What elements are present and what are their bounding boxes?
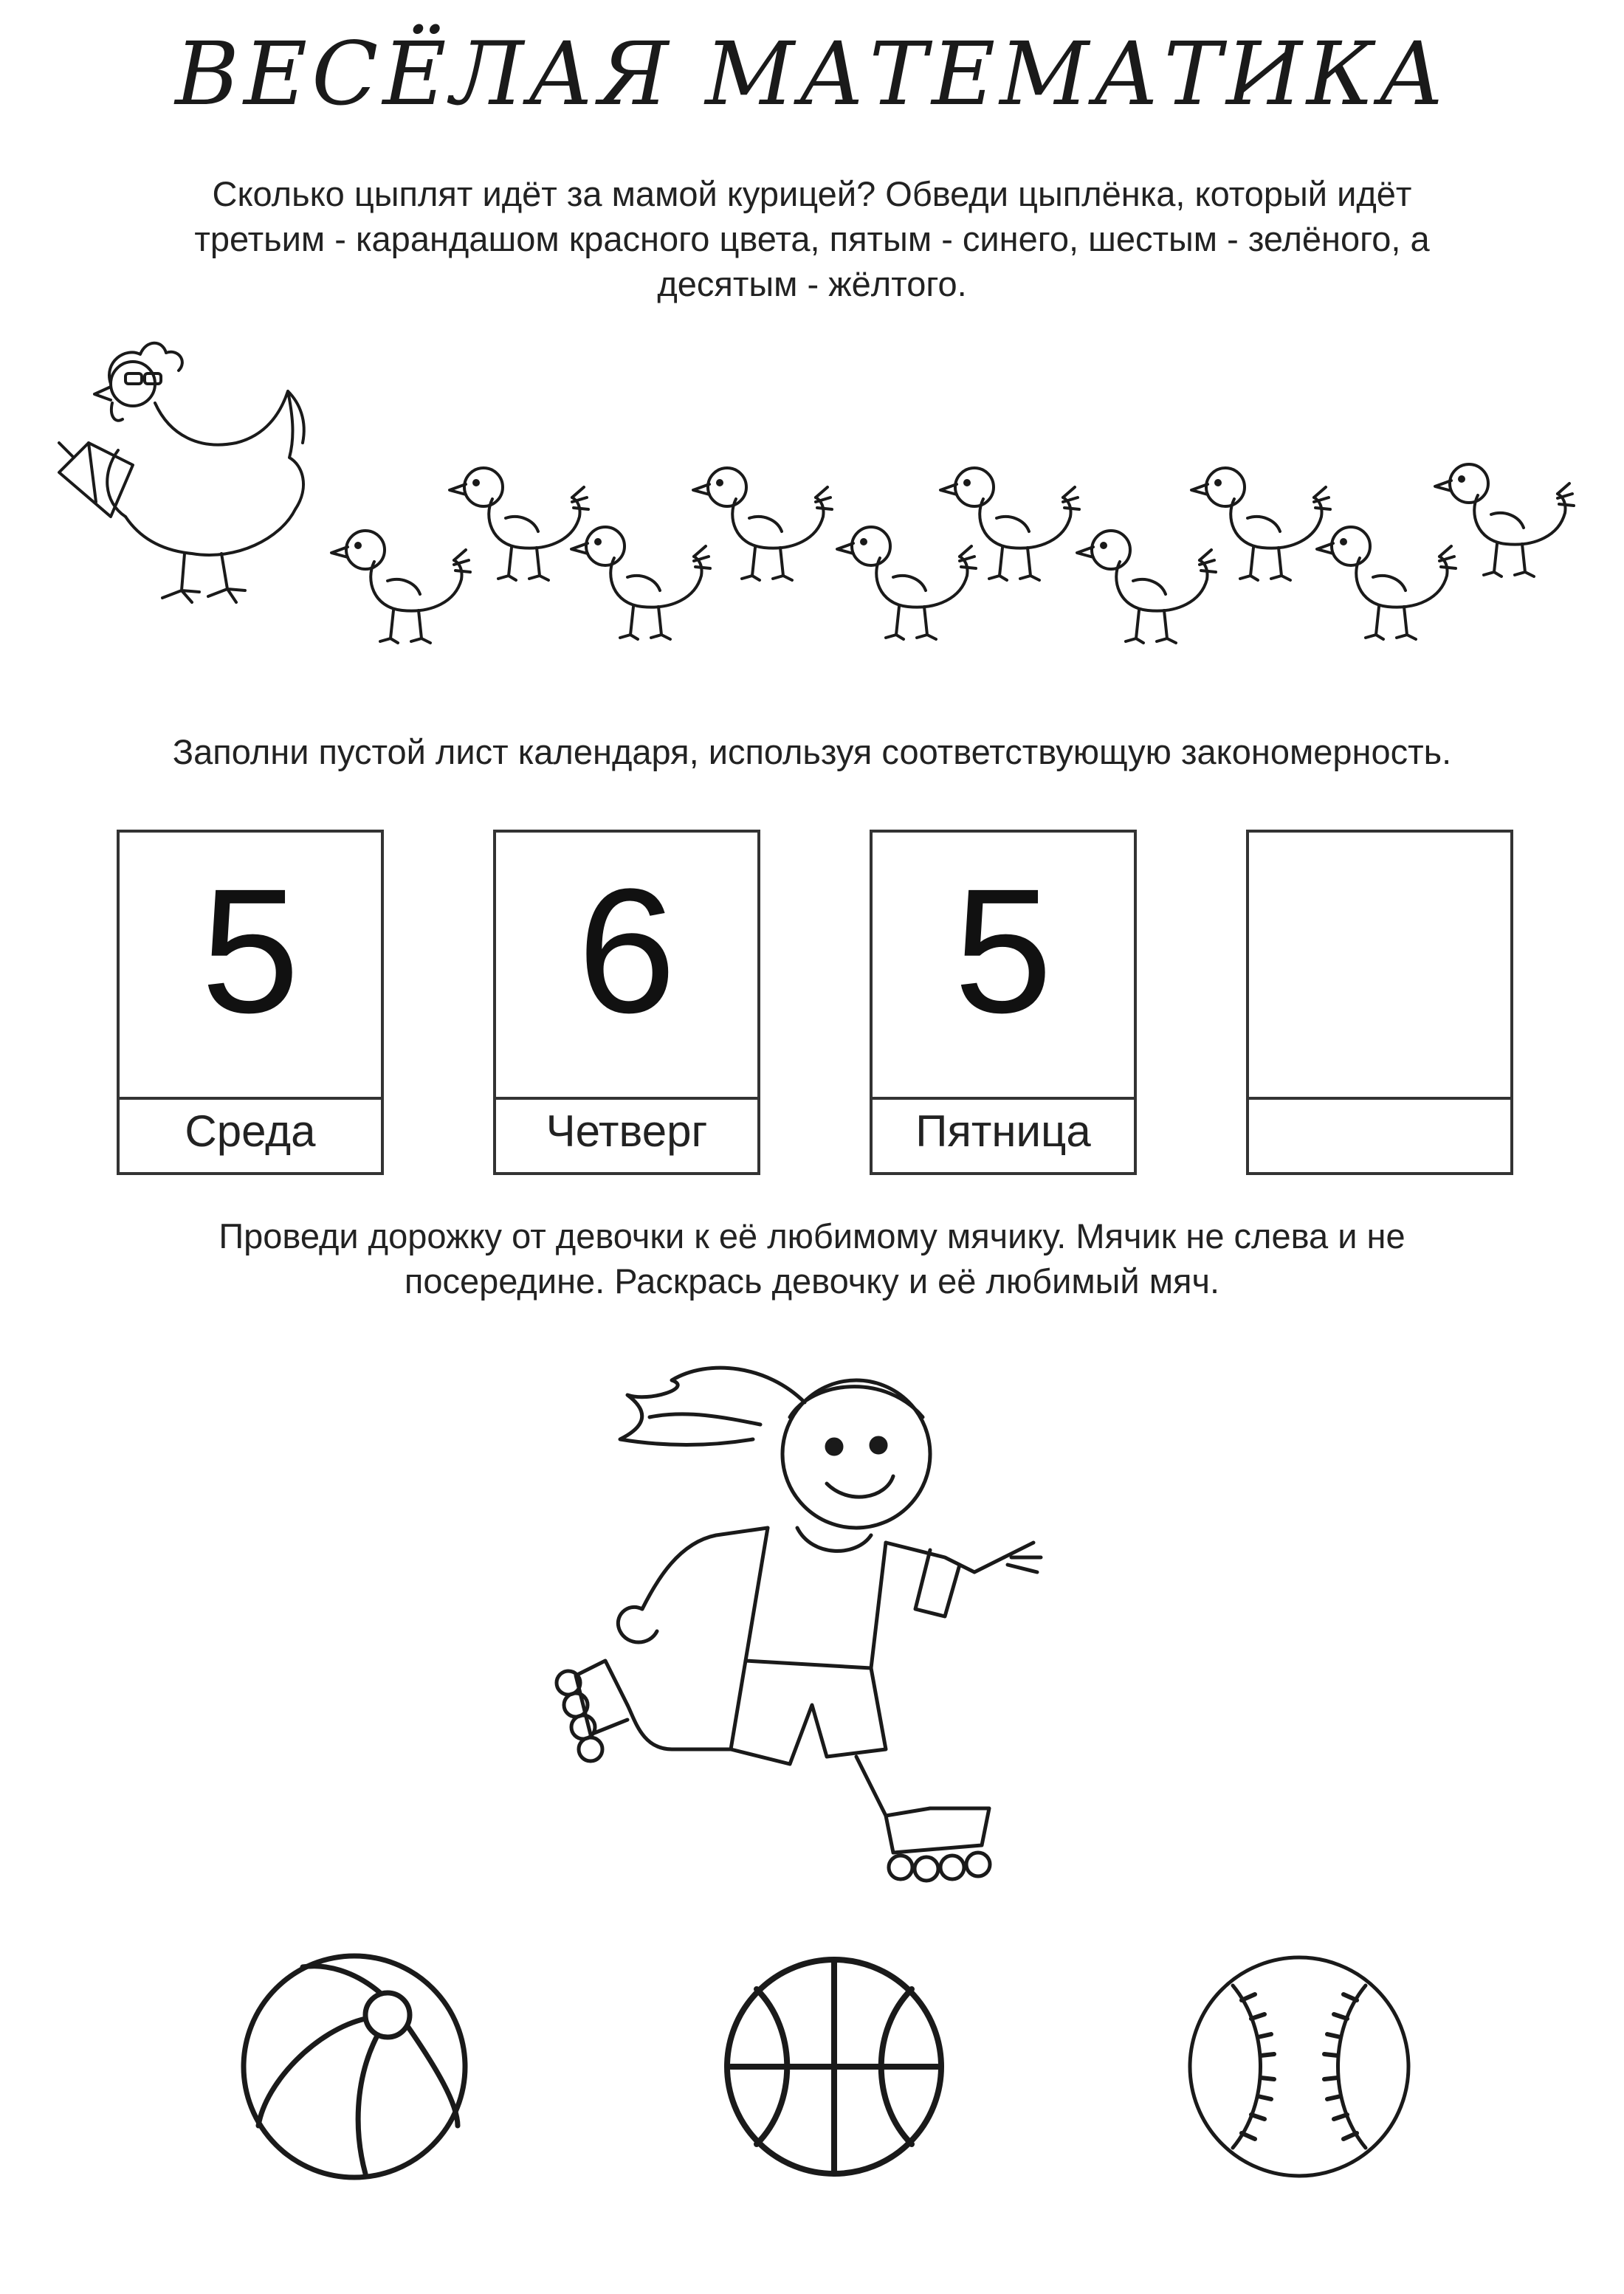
calendar-divider: [496, 1097, 757, 1100]
task3-line: посередине. Раскрась девочку и её любимый мяч.: [404, 1261, 1220, 1301]
chick-icon: [1191, 468, 1330, 580]
beach-ball-icon[interactable]: [236, 1949, 472, 2185]
basketball-icon[interactable]: [716, 1949, 952, 2185]
calendar-number: 5: [201, 852, 300, 1050]
task1-line: Сколько цыплят идёт за мамой курицей? Обведи цыплёнка, который идёт: [212, 174, 1412, 213]
calendar-divider: [120, 1097, 381, 1100]
task1-line: десятым - жёлтого.: [657, 264, 967, 304]
chick-icon: [571, 527, 710, 639]
calendar-day: Пятница: [915, 1106, 1091, 1156]
calendar-number: 5: [954, 852, 1053, 1050]
calendar-card: [870, 830, 1137, 1175]
chick-icon: [1317, 527, 1456, 639]
chick-icon: [450, 468, 588, 580]
calendar-day: Среда: [185, 1106, 316, 1156]
task1-instructions: [96, 171, 1528, 306]
calendar-card: [493, 830, 760, 1175]
calendar-card: [117, 830, 384, 1175]
calendar-day: Четверг: [546, 1106, 708, 1156]
chick-icon: [1435, 464, 1574, 576]
chick-icon: [940, 468, 1079, 580]
calendar-divider: [873, 1097, 1134, 1100]
hen-and-chicks-illustration: [0, 317, 1624, 664]
chick-icon: [331, 531, 470, 643]
calendar-divider: [1249, 1097, 1510, 1100]
calendar-card-empty[interactable]: [1246, 830, 1513, 1175]
chick-icon: [1077, 531, 1216, 643]
task1-line: третьим - карандашом красного цвета, пятым - синего, шестым - зелёного, а: [194, 219, 1430, 259]
page-title: ВЕСЁЛАЯ МАТЕМАТИКА: [175, 23, 1449, 125]
calendar-number: 6: [577, 852, 676, 1050]
chick-icon: [837, 527, 976, 639]
task2-instructions: Заполни пустой лист календаря, используя соответствующую закономерность.: [172, 732, 1452, 771]
baseball-icon[interactable]: [1181, 1949, 1417, 2185]
chick-icon: [693, 468, 832, 580]
hen-icon: [59, 343, 304, 602]
task3-instructions: [96, 1213, 1528, 1303]
task3-line: Проведи дорожку от девочки к её любимому мячику. Мячик не слева и не: [219, 1216, 1405, 1256]
girl-on-roller-skates-illustration: [546, 1336, 1122, 1926]
